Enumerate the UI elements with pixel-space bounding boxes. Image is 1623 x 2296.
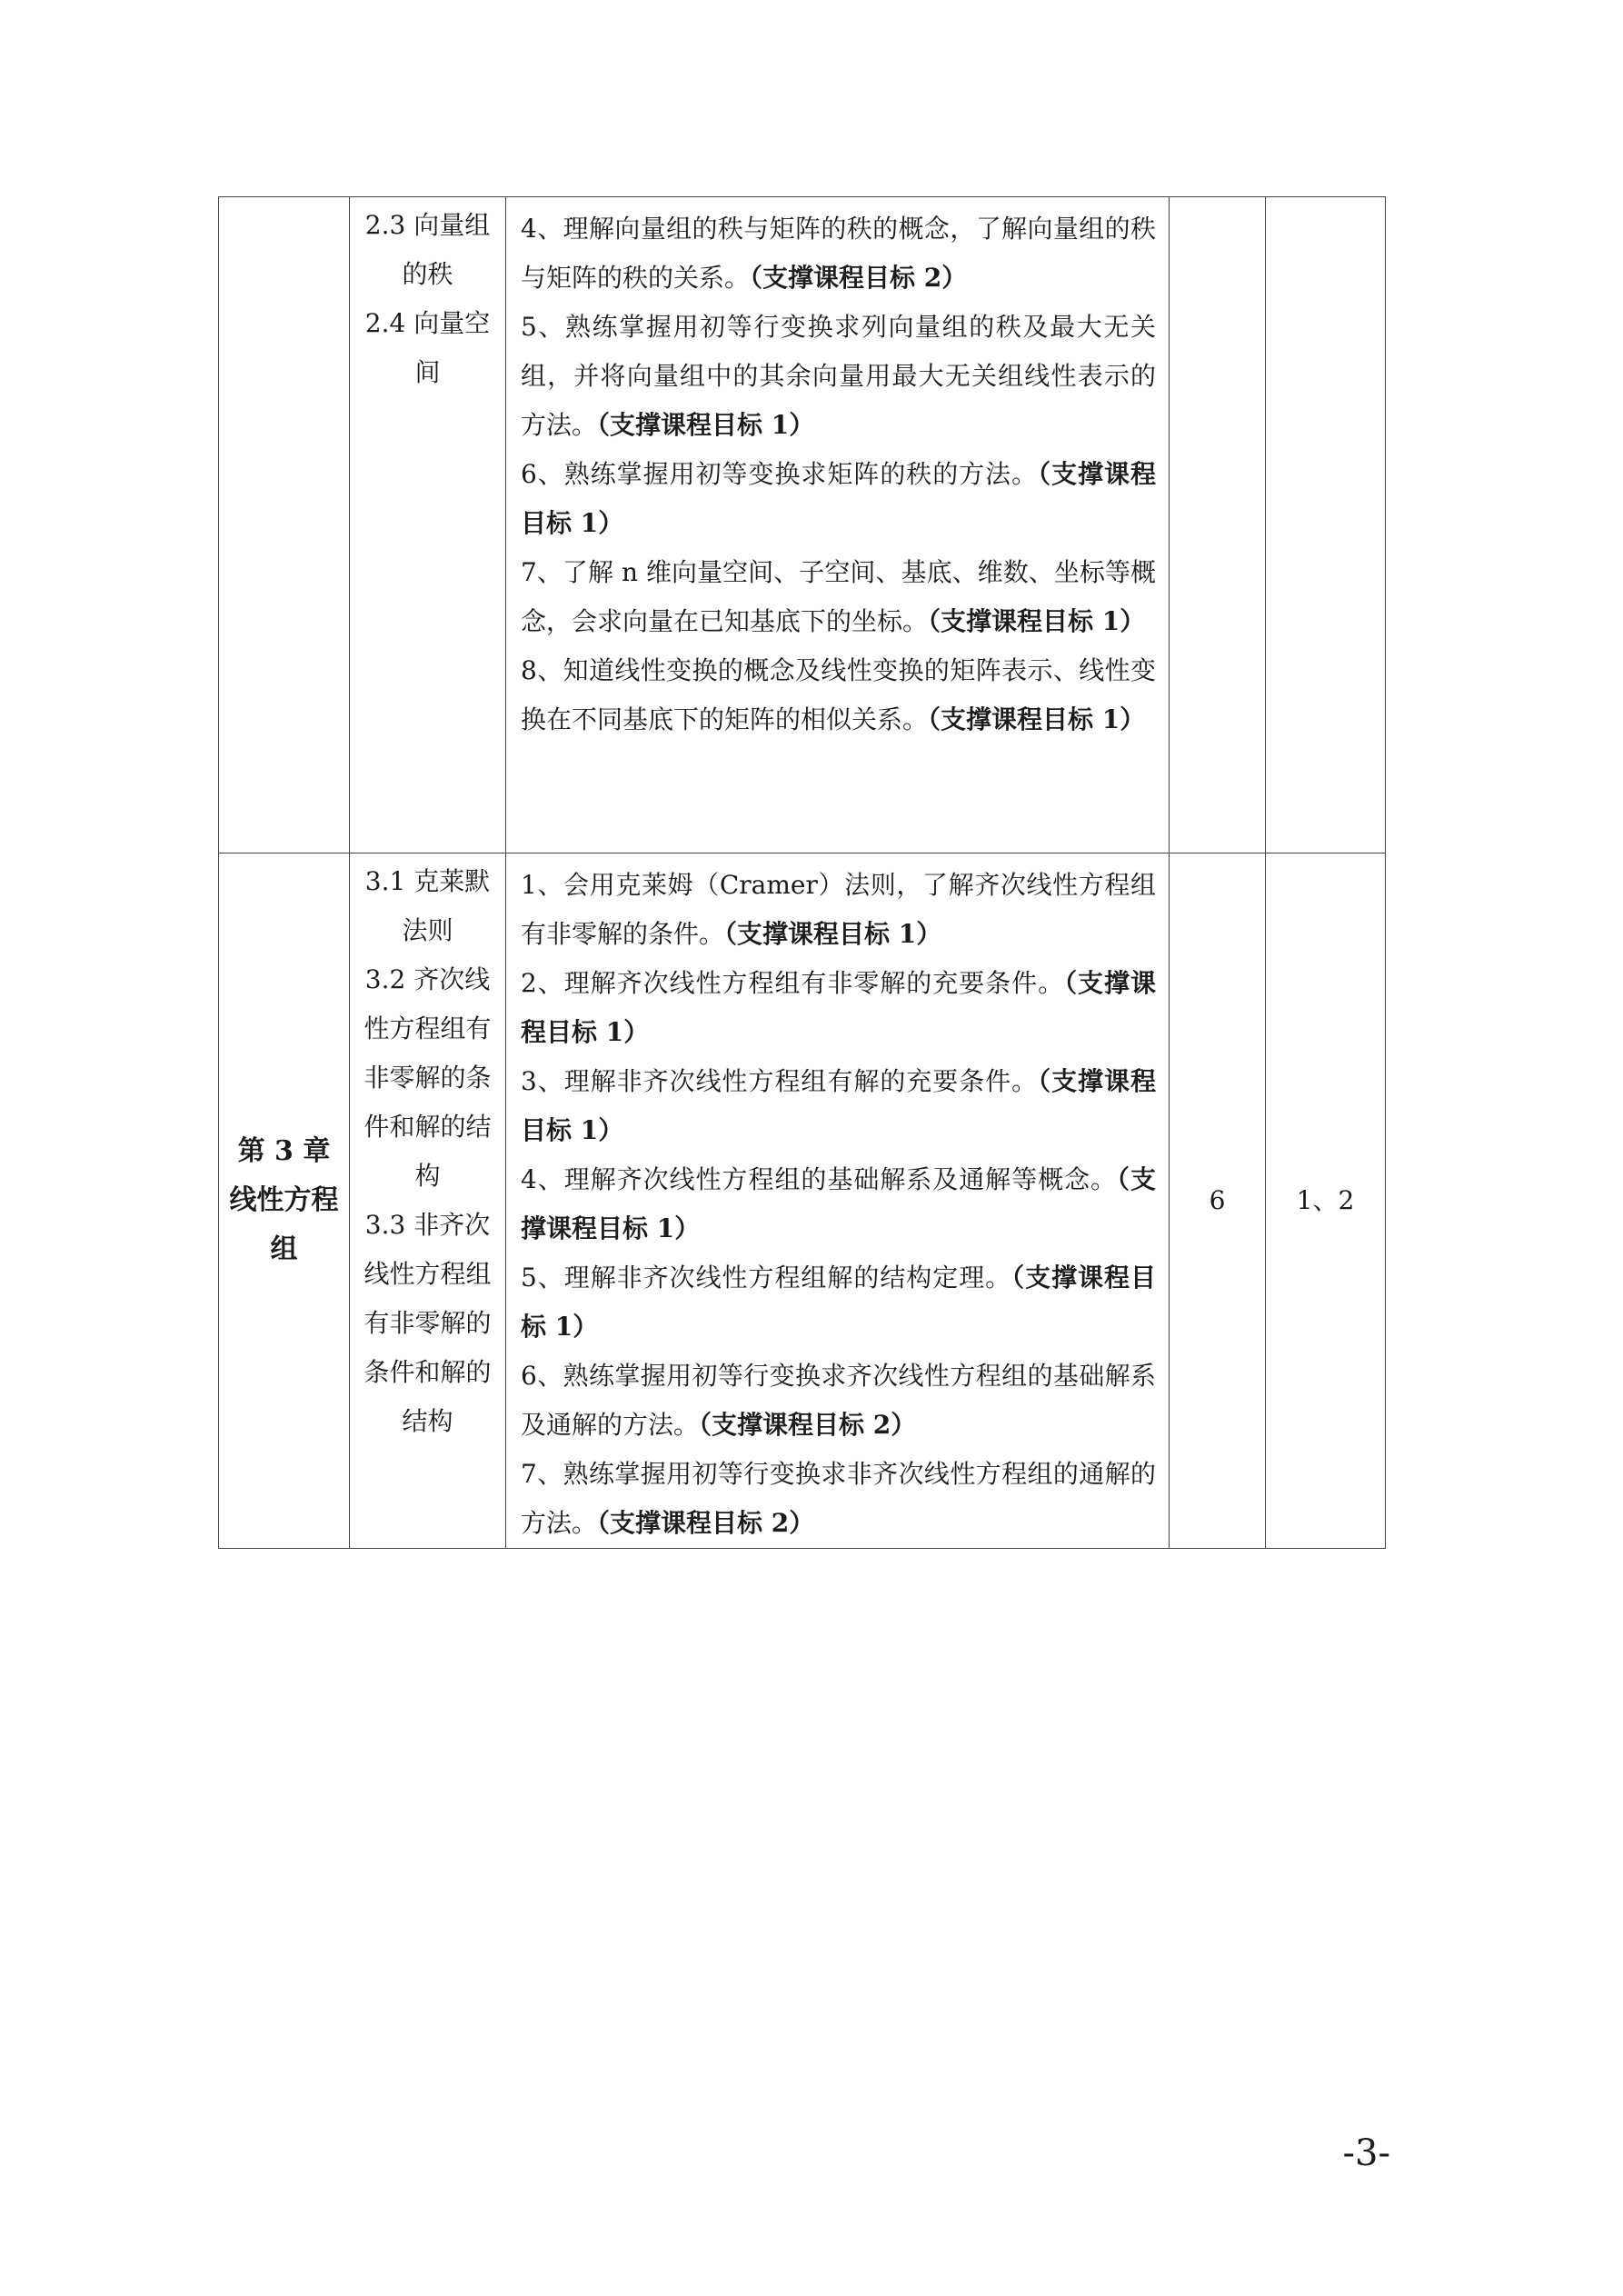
objective-tag: （支撑课程目标 1） <box>521 1164 1156 1243</box>
objective-tag: （支撑课程目标 1） <box>521 1263 1156 1342</box>
objective-item: 6、熟练掌握用初等变换求矩阵的秩的方法。（支撑课程目标 1） <box>521 459 1156 538</box>
objective-tag: （支撑课程目标 1） <box>724 919 942 949</box>
objective-item: 5、熟练掌握用初等行变换求列向量组的秩及最大无关组，并将向量组中的其余向量用最大无关组线性表示的方法。（支撑课程目标 1） <box>521 312 1156 440</box>
table-row <box>219 197 1386 854</box>
objectives-cell <box>506 854 1170 1549</box>
section-item: 3.1 克莱默法则 <box>364 866 491 945</box>
objective-item: 4、理解齐次线性方程组的基础解系及通解等概念。（支撑课程目标 1） <box>521 1164 1156 1243</box>
hours-cell: 6 <box>1170 854 1266 1549</box>
objective-item: 1、会用克莱姆（Cramer）法则，了解齐次线性方程组有非零解的条件。（支撑课程目标 1） <box>521 870 1156 949</box>
targets-cell <box>1266 197 1386 854</box>
objective-item: 3、理解非齐次线性方程组有解的充要条件。（支撑课程目标 1） <box>521 1066 1156 1145</box>
page-number: -3- <box>1342 2132 1390 2174</box>
chapter-number: 第 3 章 <box>237 1135 331 1167</box>
objective-item: 8、知道线性变换的概念及线性变换的矩阵表示、线性变换在不同基底下的矩阵的相似关系。（支撑课程目标 1） <box>521 655 1156 734</box>
objective-tag: （支撑课程目标 1） <box>521 459 1156 538</box>
objective-tag: （支撑课程目标 2） <box>750 263 968 293</box>
table-row <box>219 854 1386 1549</box>
section-item: 2.3 向量组的秩 <box>364 210 491 289</box>
objective-tag: （支撑课程目标 1） <box>928 606 1146 636</box>
targets-cell: 1、2 <box>1266 854 1386 1549</box>
sections-cell <box>350 197 506 854</box>
objective-item: 7、熟练掌握用初等行变换求非齐次线性方程组的通解的方法。（支撑课程目标 2） <box>521 1459 1156 1538</box>
objective-item: 7、了解 n 维向量空间、子空间、基底、维数、坐标等概念，会求向量在已知基底下的坐标。（支撑课程目标 1） <box>521 557 1156 636</box>
syllabus-table <box>218 196 1386 1549</box>
objective-tag: （支撑课程目标 1） <box>928 704 1146 734</box>
section-item: 3.2 齐次线性方程组有非零解的条件和解的结构 <box>363 964 492 1191</box>
section-item: 3.3 非齐次线性方程组有非零解的条件和解的结构 <box>363 1210 492 1436</box>
section-item: 2.4 向量空间 <box>364 308 491 387</box>
objective-tag: （支撑课程目标 2） <box>699 1410 917 1440</box>
chapter-title: 线性方程组 <box>229 1184 339 1265</box>
chapter-cell <box>219 197 350 854</box>
sections-cell <box>350 854 506 1549</box>
objective-item: 4、理解向量组的秩与矩阵的秩的概念，了解向量组的秩与矩阵的秩的关系。（支撑课程目标 2） <box>521 214 1156 293</box>
objective-item: 5、理解非齐次线性方程组解的结构定理。（支撑课程目标 1） <box>521 1263 1156 1342</box>
objective-tag: （支撑课程目标 2） <box>597 1508 815 1538</box>
objective-tag: （支撑课程目标 1） <box>521 968 1156 1047</box>
objective-tag: （支撑课程目标 1） <box>521 1066 1156 1145</box>
objective-item: 2、理解齐次线性方程组有非零解的充要条件。（支撑课程目标 1） <box>521 968 1156 1047</box>
hours-cell <box>1170 197 1266 854</box>
chapter-cell <box>219 854 350 1549</box>
objective-tag: （支撑课程目标 1） <box>597 410 815 440</box>
objective-item: 6、熟练掌握用初等行变换求齐次线性方程组的基础解系及通解的方法。（支撑课程目标 2） <box>521 1361 1156 1440</box>
objectives-cell <box>506 197 1170 854</box>
